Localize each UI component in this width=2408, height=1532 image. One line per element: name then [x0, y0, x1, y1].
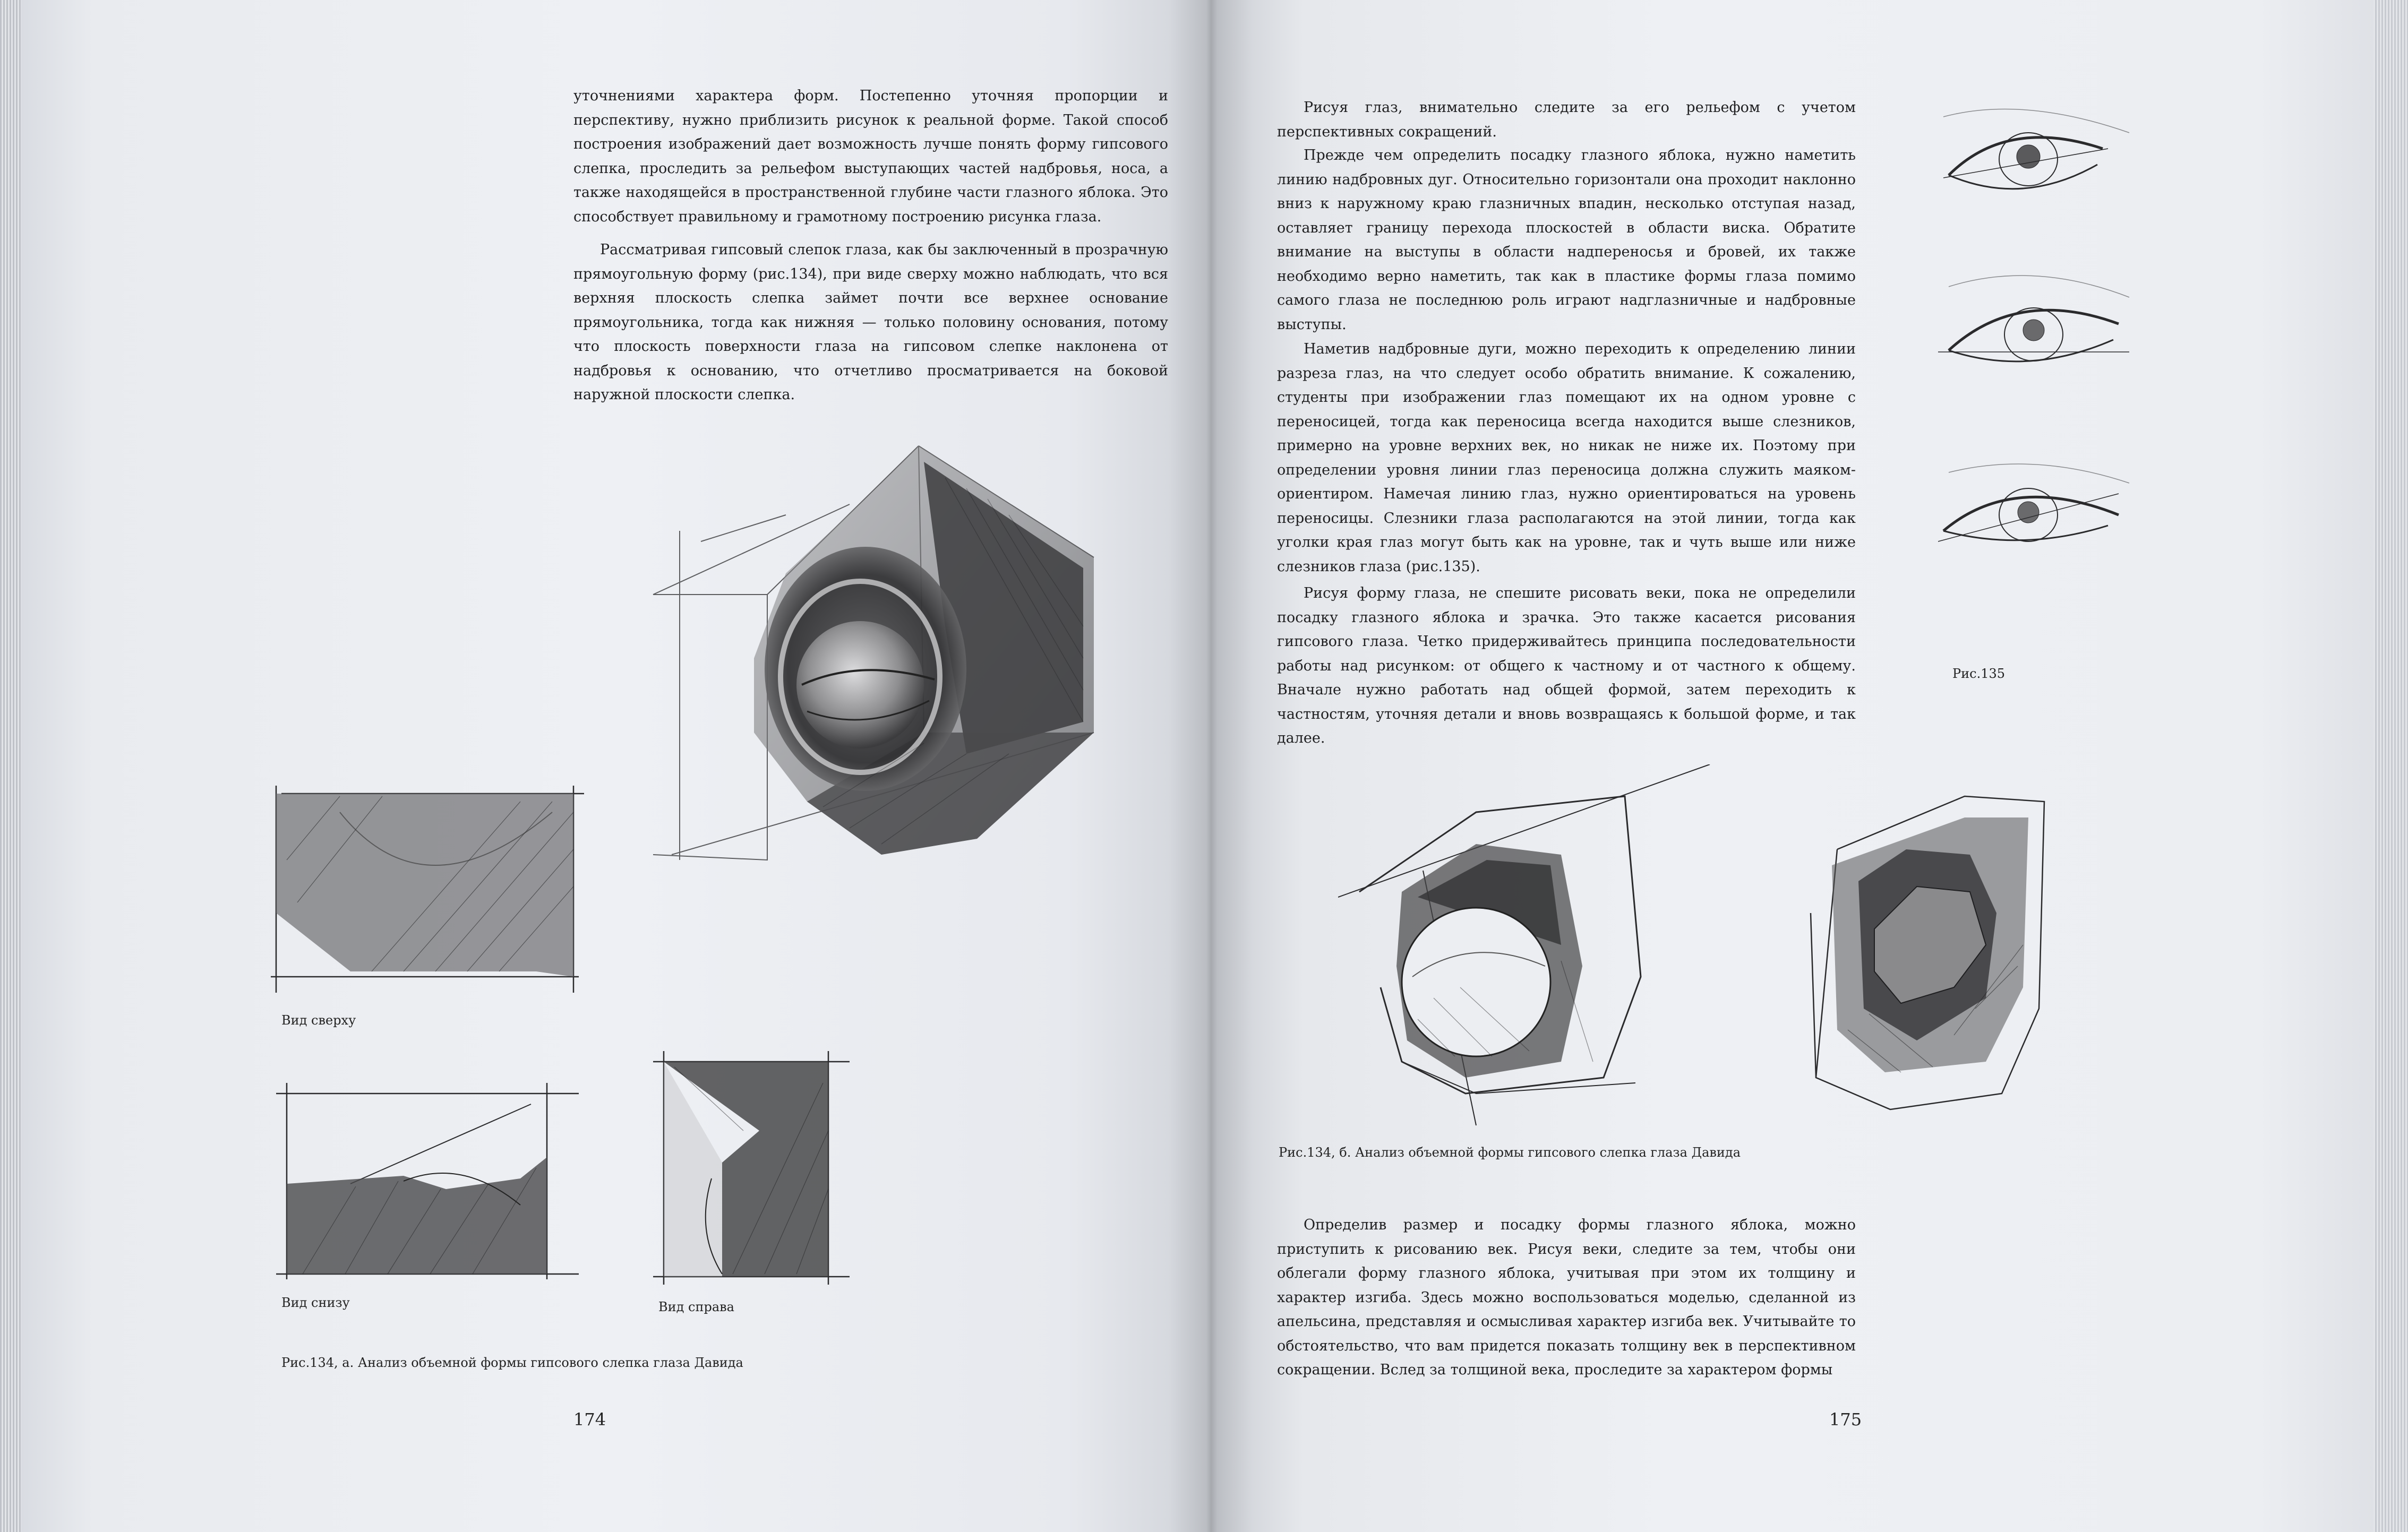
view-right-drawing: [653, 1051, 860, 1295]
eye-sketch-2: [1938, 276, 2129, 362]
eye-cast-sketch-1: [1338, 764, 1805, 1136]
view-right-label: Вид справа: [658, 1299, 734, 1314]
right-page: [1211, 0, 2373, 1532]
left-paragraph-2: Рассматривая гипсовый слепок глаза, как бы заключенный в прозрачную прямоугольную форму (рис.134), при виде сверху можно наблюдать, что вся верхняя плоскость слепка займет почти все верхнее основание прямоугольника, тогда как нижняя — только половину основания, потому что плоскость поверхности глаза на гипсовом слепке наклонена от надбровья к основанию, что отчетливо просматривается на боковой наружной плоскости слепка.: [573, 242, 1168, 403]
left-page-stack: [0, 0, 21, 1532]
fig135-eye-sketches: [1938, 101, 2161, 579]
left-page: [21, 0, 1211, 1532]
view-bottom-label: Вид снизу: [281, 1295, 350, 1310]
left-figure-caption: Рис.134, а. Анализ объемной формы гипсового слепка глаза Давида: [281, 1355, 743, 1370]
right-page-stack: [2373, 0, 2408, 1532]
eye-sketch-1: [1943, 109, 2129, 188]
page-number-right: 175: [1829, 1409, 1862, 1430]
right-paragraph-5: Определив размер и посадку формы глазного яблока, можно приступить к рисованию век. Рисуя веки, следите за тем, чтобы они облегали форму глазного яблока, учитывая при этом их толщину и характер изгиба. Здесь можно воспользоваться моделью, сделанной из апельсина, представляя и осмысливая характер изгиба век. Учитывайте то обстоятельство, что вам придется показать толщину век в перспективном сокращении. Вслед за толщиной века, проследите за характером формы: [1277, 1217, 1856, 1378]
right-paragraph-2: Прежде чем определить посадку глазного яблока, нужно наметить линию надбровных дуг. Относительно горизонтали она проходит наклонно вниз к наружному краю глазничных впадин, несколько отступая назад, оставляет границу перехода плоскостей в области виска. Обратите внимание на выступы в области надпереносья и бровей, их также необходимо верно наметить, так как в пластике формы глаза помимо самого глаза не последнюю роль играют надглазничные и надбровные выступы.: [1277, 147, 1856, 333]
eye-cast-sketch-2: [1795, 786, 2071, 1115]
view-top-label: Вид сверху: [281, 1013, 356, 1028]
eye-cast-box-drawing: [648, 435, 1126, 945]
right-figure-caption: Рис.134, б. Анализ объемной формы гипсового слепка глаза Давида: [1279, 1145, 1741, 1160]
right-paragraph-3: Наметив надбровные дуги, можно переходить к определению линии разреза глаз, на что следует особо обратить внимание. К сожалению, студенты при изображении глаз помещают их на одном уровне с переносицей, тогда как переносица всегда находится выше слезников, примерно на уровне верхних век, но никак не ниже их. Поэтому при определении уровня линии глаз переносица должна служить маяком-ориентиром. Намечая линию глаз, нужно ориентироваться на уровень переносицы. Слезники глаза располагаются на этой линии, тогда как уголки края глаз могут быть как на уровне, так и чуть выше или ниже слезников глаза (рис.135).: [1277, 341, 1856, 575]
right-paragraph-1: Рисуя глаз, внимательно следите за его рельефом с учетом перспективных сокращений.: [1277, 99, 1856, 140]
page-number-left: 174: [573, 1409, 606, 1430]
view-top-drawing: [265, 780, 595, 1003]
fig135-label: Рис.135: [1952, 666, 2006, 681]
left-paragraph-1: уточнениями характера форм. Постепенно уточняя пропорции и перспективу, нужно приблизить рисунок к реальной форме. Такой способ построения изображений дает возможность лучше понять форму гипсового слепка, проследить за рельефом выступающих частей надбровья, носа, а также находящейся в пространственной глубине части глазного яблока. Это способствует правильному и грамотному построению рисунка глаза.: [573, 88, 1168, 225]
right-paragraph-4: Рисуя форму глаза, не спешите рисовать веки, пока не определили посадку глазного яблока и зрачка. Это также касается рисования гипсового глаза. Четко придерживайтесь принципа последовательности работы над рисунком: от общего к частному и от частного к общему. Вначале нужно работать над общей формой, затем переходить к частностям, уточняя детали и вновь возвращаясь к большой форме, и так далее.: [1277, 585, 1856, 746]
view-bottom-drawing: [271, 1078, 589, 1290]
eye-sketch-3: [1938, 464, 2129, 541]
